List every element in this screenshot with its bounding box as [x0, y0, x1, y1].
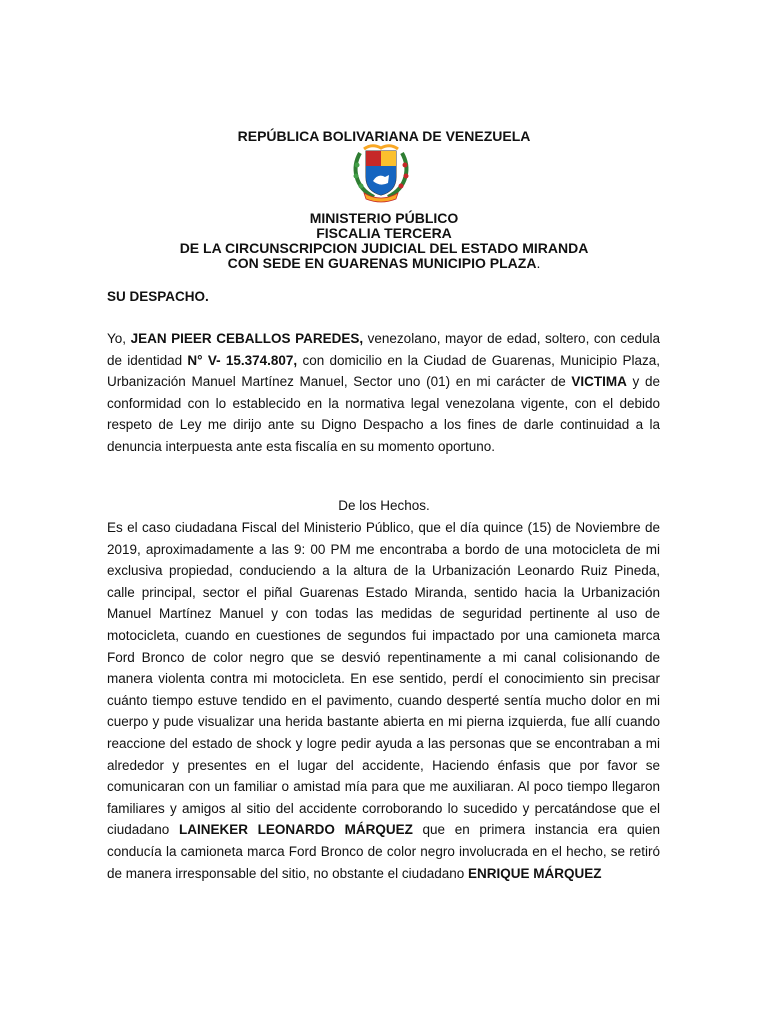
person-name: LAINEKER LEONARDO MÁRQUEZ [178, 822, 413, 838]
republic-heading: REPÚBLICA BOLIVARIANA DE VENEZUELA [237, 128, 531, 144]
role-label: VICTIMA [571, 374, 627, 390]
office-heading [0, 211, 768, 271]
heading-line-text: CON SEDE EN GUARENAS MUNICIPIO PLAZA [227, 255, 537, 271]
coat-of-arms-icon [350, 143, 412, 203]
section-title: De los Hechos. [338, 498, 430, 513]
heading-period: . [536, 255, 541, 271]
heading-line [0, 256, 768, 271]
paragraph-facts [107, 517, 660, 884]
text: que en primera instancia era quien conducía la camioneta marca Ford Bronco de color negro involucrada en el hecho, se retiró de manera irresponsable del sitio, no obstante el ciudadano [107, 822, 660, 881]
id-number: N° V- 15.374.807, [187, 352, 298, 368]
text: con domicilio en la Ciudad de Guarenas, Municipio Plaza, Urbanización Manuel Martínez Manuel, Sector uno (01) en mi carácter de [107, 352, 660, 390]
addressee: SU DESPACHO. [107, 289, 209, 304]
heading-line: MINISTERIO PÚBLICO [309, 210, 459, 226]
text: Es el caso ciudadana Fiscal del Ministerio Público, que el día quince (15) de Noviembre de 2019, aproximadamente a las 9: 00 PM me encontraba a bordo de una motocicleta de mi exclusiva propiedad, conduciendo a la altura de la Urbanización Leonardo Ruiz Pineda, calle principal, sector el piñal Guarenas Estado Miranda, sentido hacia la Urbanización Manuel Martínez Manuel y con todas las medidas de seguridad pertinente al uso de motocicleta, cuando en cuestiones de segundos fui impactado por una camioneta marca Ford Bronco de color negro que se desvió repentinamente a mi canal colisionando de manera violenta contra mi motocicleta. En ese sentido, perdí el conocimiento sin precisar cuánto tiempo estuve tendido en el pavimento, cuando desperté sentía mucho dolor en mi cuerpo y pude visualizar una herida bastante abierta en mi pierna izquierda, fue allí cuando reaccione del estado de shock y logre pedir ayuda a las personas que se encontraban a mi alrededor y presentes en el lugar del accidente, Haciendo énfasis que por favor se comunicaran con un familiar o amistad mía para que me auxiliaran. Al poco tiempo llegaron familiares y amigos al sitio del accidente corroborando lo sucedido y percatándose que el ciudadano [107, 520, 660, 838]
text: y de conformidad con lo establecido en la normativa legal venezolana vigente, con el debido respeto de Ley me dirijo ante su Digno Despacho a los fines de darle continuidad a la denuncia interpuesta ante esta fiscalía en su momento oportuno. [107, 374, 660, 454]
person-name: ENRIQUE MÁRQUEZ [468, 865, 602, 881]
heading-line: FISCALIA TERCERA [316, 225, 452, 241]
complainant-name: JEAN PIEER CEBALLOS PAREDES, [130, 331, 364, 346]
heading-line: DE LA CIRCUNSCRIPCION JUDICIAL DEL ESTADO MIRANDA [179, 240, 589, 256]
paragraph-introduction [107, 328, 660, 458]
text: Yo, [107, 331, 131, 346]
text: venezolano, mayor de edad, soltero, con cedula de identidad [107, 331, 660, 368]
